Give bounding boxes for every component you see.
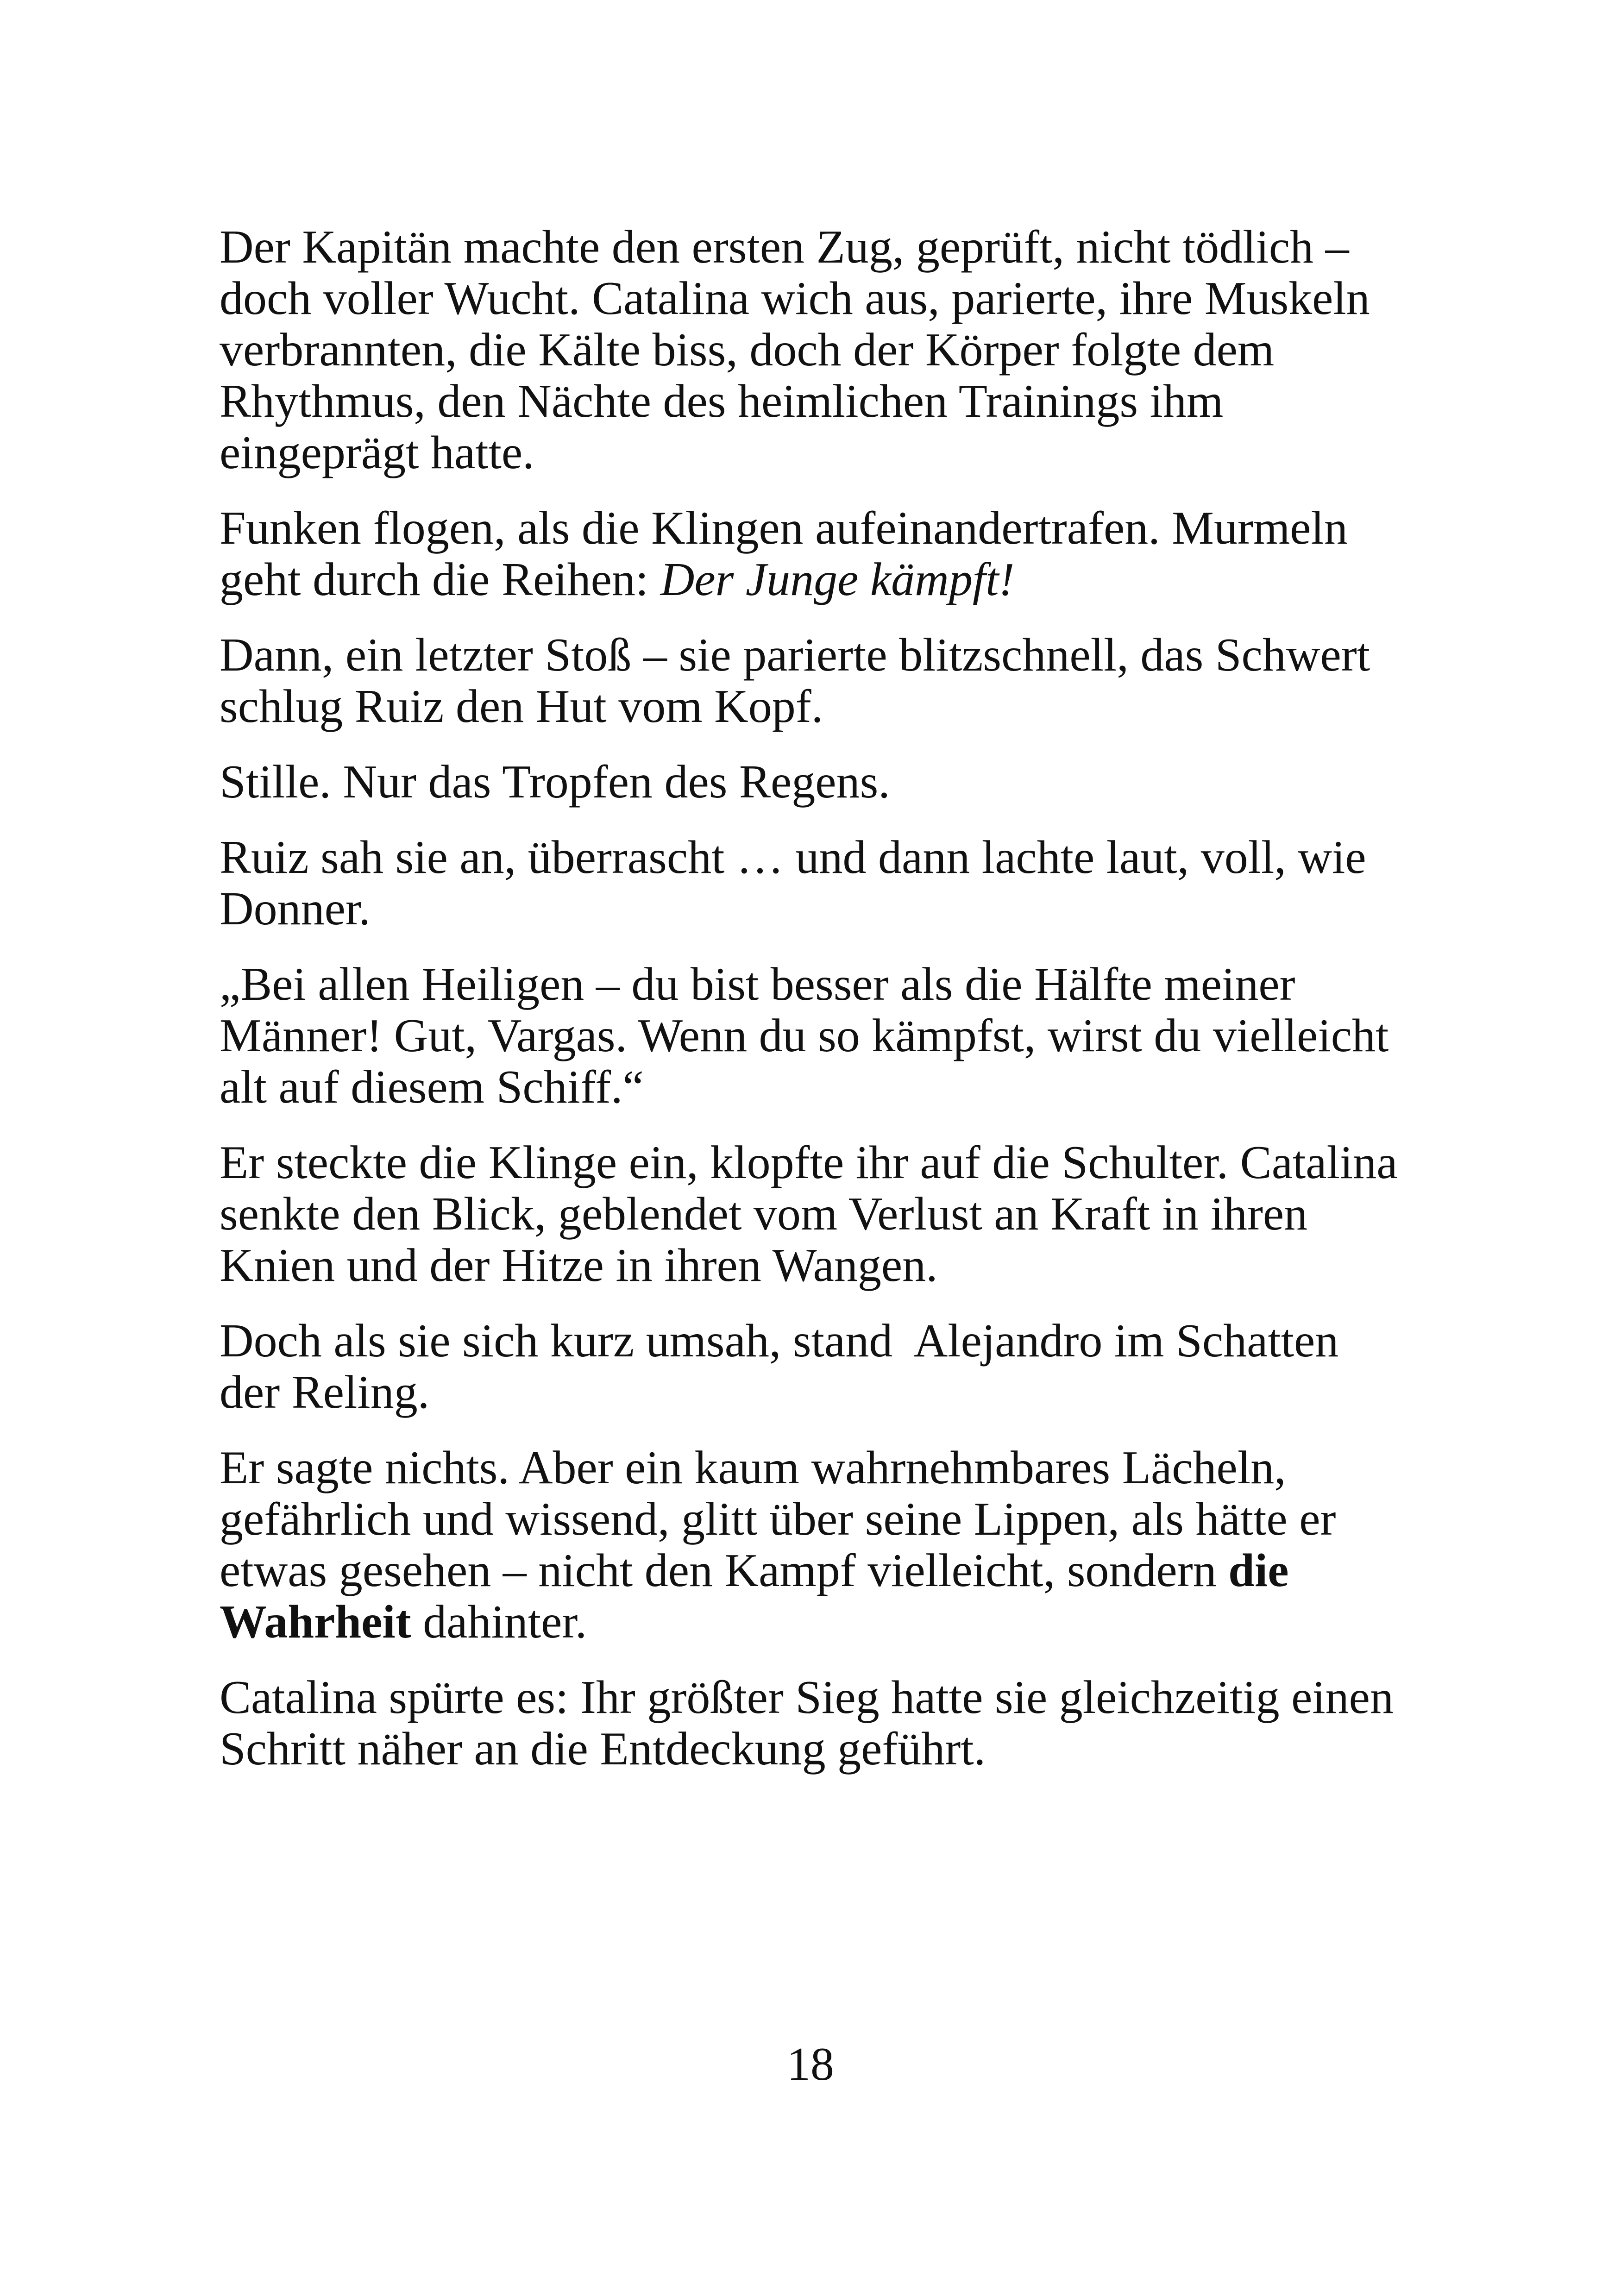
paragraph bbox=[220, 959, 1405, 1113]
paragraph bbox=[220, 221, 1405, 478]
paragraph bbox=[220, 832, 1405, 935]
bold-emphasis: die Wahrheit bbox=[220, 1544, 1289, 1648]
paragraph-text: „Bei allen Heiligen – du bist besser als die Hälfte meiner Männer! Gut, Vargas. Wenn du so kämpfst, wirst du vielleicht alt auf diesem Schiff.“ bbox=[220, 958, 1389, 1113]
paragraph bbox=[220, 756, 1405, 808]
paragraph bbox=[220, 1315, 1405, 1418]
page-number: 18 bbox=[787, 2038, 834, 2090]
paragraph bbox=[220, 502, 1405, 605]
paragraph bbox=[220, 1672, 1405, 1775]
body-text bbox=[220, 221, 1405, 1775]
paragraph-text: Doch als sie sich kurz umsah, stand Alejandro im Schatten der Reling. bbox=[220, 1315, 1351, 1418]
paragraph-text: Er sagte nichts. Aber ein kaum wahrnehmbares Lächeln, gefährlich und wissend, glitt über seine Lippen, als hätte er etwas gesehen – nicht den Kampf vielleicht, sondern bbox=[220, 1442, 1336, 1597]
paragraph-text: Dann, ein letzter Stoß – sie parierte blitzschnell, das Schwert schlug Ruiz den Hut vom Kopf. bbox=[220, 629, 1370, 733]
paragraph bbox=[220, 1442, 1405, 1648]
paragraph bbox=[220, 629, 1405, 732]
paragraph-text: Stille. Nur das Tropfen des Regens. bbox=[220, 756, 890, 808]
paragraph-text: Der Kapitän machte den ersten Zug, geprüft, nicht tödlich – doch voller Wucht. Catalina wich aus, parierte, ihre Muskeln verbrannten, die Kälte biss, doch der Körper folgte dem Rhythmus, den Nächte des heimlichen Trainings ihm eingeprägt hatte. bbox=[220, 221, 1370, 479]
italic-emphasis: Der Junge kämpft! bbox=[660, 553, 1015, 606]
paragraph-text: Funken flogen, als die Klingen aufeinandertrafen. Murmeln geht durch die Reihen: bbox=[220, 502, 1348, 606]
paragraph-text: Catalina spürte es: Ihr größter Sieg hatte sie gleichzeitig einen Schritt näher an die Entdeckung geführt. bbox=[220, 1671, 1394, 1775]
paragraph-text: Er steckte die Klinge ein, klopfte ihr auf die Schulter. Catalina senkte den Blick, geblendet vom Verlust an Kraft in ihren Knien und der Hitze in ihren Wangen. bbox=[220, 1136, 1398, 1292]
paragraph-text: dahinter. bbox=[411, 1596, 587, 1648]
paragraph-text: Ruiz sah sie an, überrascht … und dann lachte laut, voll, wie Donner. bbox=[220, 831, 1366, 935]
paragraph bbox=[220, 1137, 1405, 1291]
